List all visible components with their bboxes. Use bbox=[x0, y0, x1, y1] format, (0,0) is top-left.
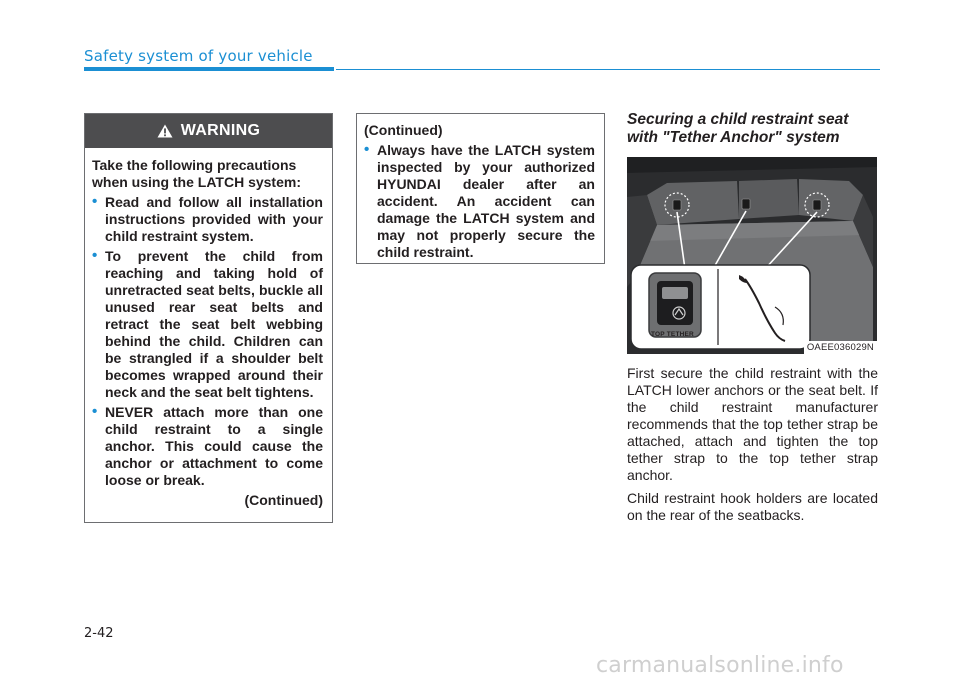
header-rule-thin bbox=[336, 69, 880, 71]
cargo-area-drawing bbox=[627, 157, 877, 354]
tether-heading: Securing a child restraint seat with "Tether Anchor" system bbox=[627, 111, 849, 146]
continued-bullet bbox=[364, 142, 595, 261]
warning-bullet-text: NEVER attach more than one child restraint to a single anchor. This could cause the anchor or attachment to come loose or break. bbox=[105, 404, 323, 488]
tether-body bbox=[627, 365, 878, 524]
warning-bullet-text: To prevent the child from reaching and taking hold of unretracted seat belts, buckle all unused rear seat belts and retract the seat belt webbing behind the child. Children can be strangled if a shoulder belt becomes wrapped around their neck and the seat belt tightens. bbox=[105, 248, 323, 400]
warning-body bbox=[85, 148, 332, 509]
warning-label: WARNING bbox=[180, 122, 261, 139]
bullet-dot-icon: • bbox=[92, 247, 98, 264]
warning-triangle-icon bbox=[157, 124, 173, 138]
continued-warning-box bbox=[356, 113, 605, 264]
continued-heading: (Continued) bbox=[364, 122, 443, 138]
warning-bullet bbox=[92, 404, 323, 489]
warning-continued: (Continued) bbox=[244, 492, 323, 508]
paragraph: Child restraint hook holders are located on the rear of the seatbacks. bbox=[627, 490, 878, 523]
continued-bullet-text: Always have the LATCH system inspected by your authorized HYUNDAI dealer after an accident. An accident can damage the LATCH system and may not properly secure the child restraint. bbox=[377, 142, 595, 260]
warning-box bbox=[84, 113, 333, 523]
header-rule-thick bbox=[84, 67, 334, 71]
tether-anchor-illustration bbox=[627, 157, 877, 354]
warning-intro: Take the following precautions when using the LATCH system: bbox=[92, 157, 301, 190]
figure-caption: OAEE036029N bbox=[804, 341, 877, 354]
section-title: Safety system of your vehicle bbox=[84, 47, 313, 65]
watermark[interactable]: carmanualsonline.info bbox=[596, 653, 844, 678]
bullet-dot-icon: • bbox=[92, 403, 98, 420]
bullet-dot-icon: • bbox=[92, 193, 98, 210]
inset-label: TOP TETHER bbox=[651, 331, 694, 338]
tether-section bbox=[627, 111, 878, 530]
paragraph: First secure the child restraint with the LATCH lower anchors or the seat belt. If the child restraint manufacturer recommends that the top tether strap be attached, attach and tighten the top tether strap to the top tether strap anchor. bbox=[627, 365, 878, 483]
warning-bullet-text: Read and follow all installation instructions provided with your child restraint system. bbox=[105, 194, 323, 244]
warning-header bbox=[85, 114, 332, 148]
warning-bullet bbox=[92, 248, 323, 401]
warning-bullet bbox=[92, 194, 323, 245]
page-number: 2-42 bbox=[84, 626, 114, 641]
bullet-dot-icon: • bbox=[364, 141, 370, 158]
